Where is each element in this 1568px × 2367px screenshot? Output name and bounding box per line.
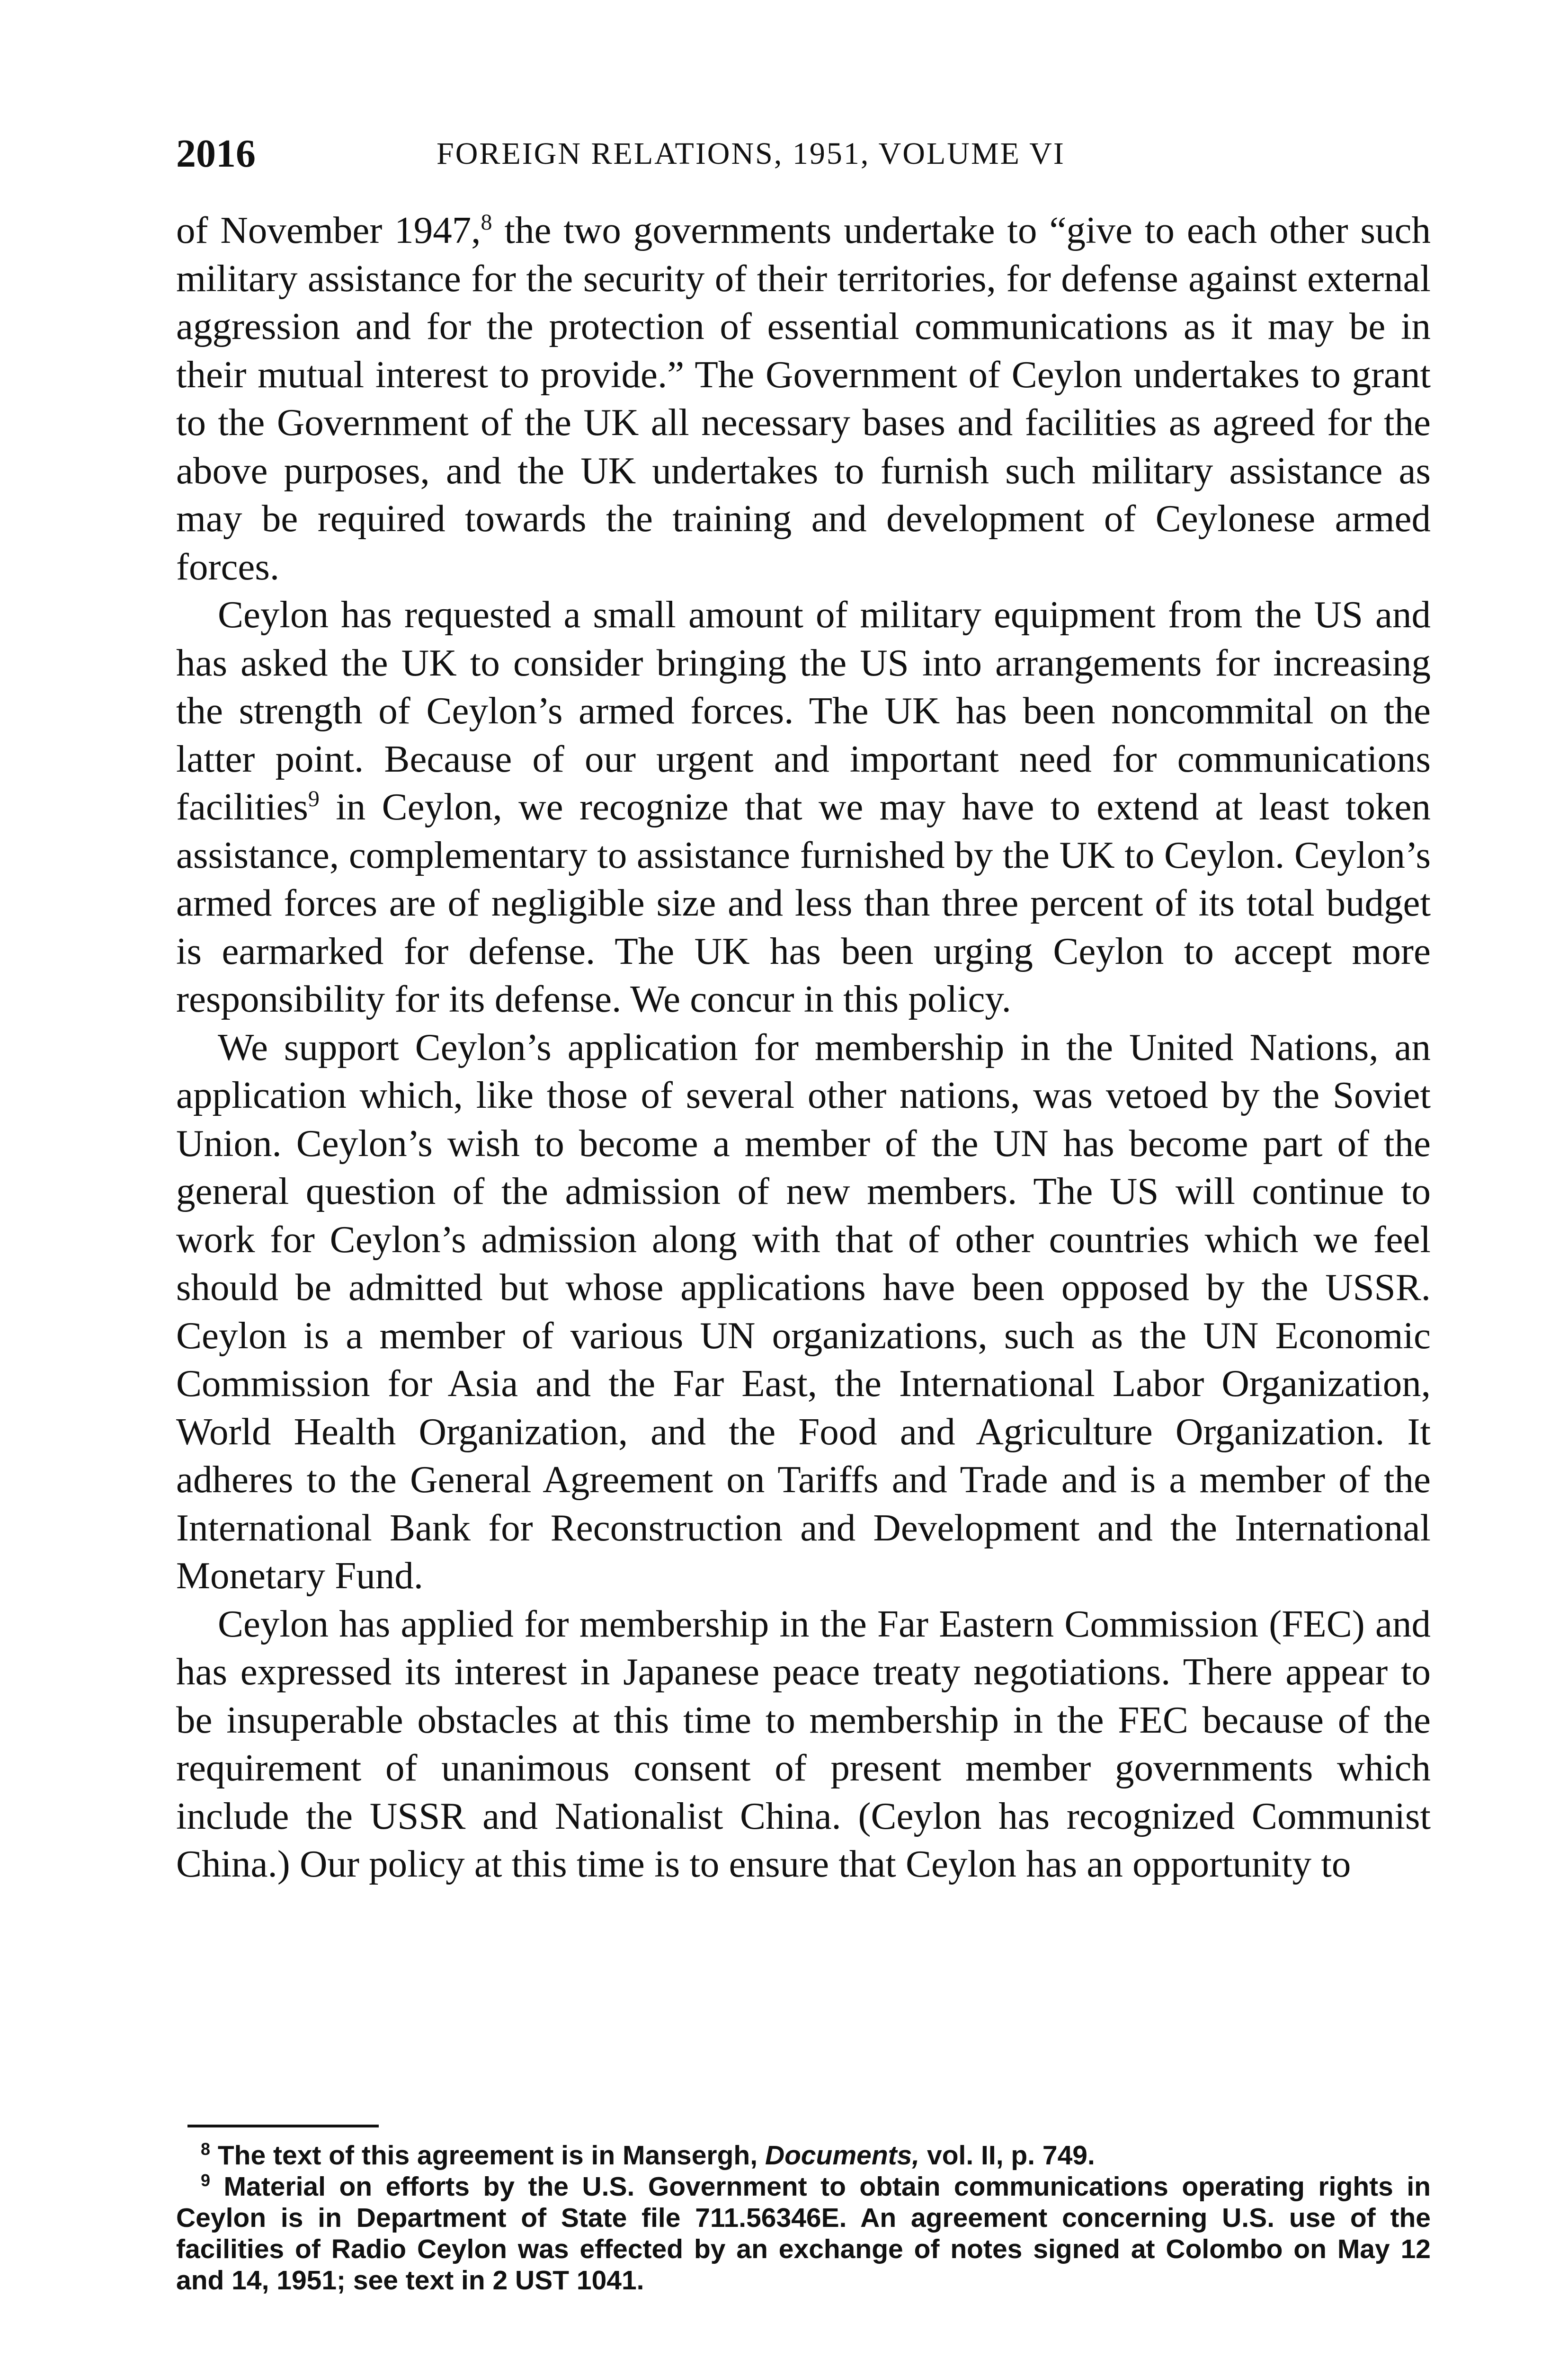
footnote-divider (187, 2125, 379, 2127)
footnote-8 (176, 2140, 1431, 2171)
paragraph-1-text-b: the two governments undertake to “give to each other such military assistance for the security of their territories, for defense against external aggression and for the protection of essential communications as it may be in their mutual interest to provide.” The Government of Ceylon undertakes to grant to the Government of the UK all necessary bases and facilities as agreed for the above purposes, and the UK undertakes to furnish such military assistance as may be required towards the training and development of Ceylonese armed forces. (176, 209, 1431, 588)
footnote-8-text-b: vol. II, p. 749. (919, 2140, 1095, 2171)
paragraph-1-text-a: of November 1947, (176, 209, 481, 251)
footnote-ref-9: 9 (308, 786, 320, 811)
footnote-8-number: 8 (201, 2139, 211, 2159)
footnote-9-number: 9 (201, 2171, 211, 2190)
page-header (176, 125, 1431, 182)
body-text (176, 206, 1431, 1888)
paragraph-2-text-a: Ceylon has requested a small amount of military equipment from the US and has asked the UK to consider bringing the US into arrangements for increasing the strength of Ceylon’s armed forces. The UK has been noncommital on the latter point. Because of our urgent and important need for communications facilities (176, 593, 1431, 828)
footnote-8-text-a: The text of this agreement is in Mansergh, (210, 2140, 765, 2171)
paragraph-3: We support Ceylon’s application for membership in the United Nations, an application which, like those of several other nations, was vetoed by the Soviet Union. Ceylon’s wish to become a member of the UN has become part of the general question of the admission of new members. The US will continue to work for Ceylon’s admission along with that of other countries which we feel should be admitted but whose applications have been opposed by the USSR. Ceylon is a member of various UN organizations, such as the UN Economic Commission for Asia and the Far East, the International Labor Organization, World Health Organization, and the Food and Agriculture Organization. It adheres to the General Agreement on Tariffs and Trade and is a member of the International Bank for Reconstruction and Development and the International Monetary Fund. (176, 1025, 1431, 1597)
footnote-8-title: Documents, (765, 2140, 920, 2171)
footnote-9 (176, 2171, 1431, 2296)
footnote-ref-8: 8 (481, 210, 492, 235)
paragraph-1 (176, 206, 1431, 591)
paragraph-2 (176, 591, 1431, 1023)
running-title: FOREIGN RELATIONS, 1951, VOLUME VI (437, 136, 1065, 171)
footnote-9-text: Material on efforts by the U.S. Government to obtain communications operating rights in Ceylon is in Department of State file 711.56346E. An agreement concerning U.S. use of the facilities of Radio Ceylon was effected by an exchange of notes signed at Colombo on May 12 and 14, 1951; see text in 2 UST 1041. (176, 2171, 1431, 2296)
paragraph-4: Ceylon has applied for membership in the Far Eastern Commission (FEC) and has expressed its interest in Japanese peace treaty negotiations. There appear to be insuperable obstacles at this time to membership in the FEC because of the requirement of unanimous consent of present member governments which include the USSR and Nationalist China. (Ceylon has recognized Communist China.) Our policy at this time is to ensure that Ceylon has an opportunity to (176, 1602, 1431, 1885)
page-number: 2016 (176, 132, 256, 176)
paragraph-2-text-b: in Ceylon, we recognize that we may have to extend at least token assistance, complementary to assistance furnished by the UK to Ceylon. Ceylon’s armed forces are of negligible size and less than three percent of its total budget is earmarked for defense. The UK has been urging Ceylon to accept more responsibility for its defense. We concur in this policy. (176, 785, 1431, 1020)
footnotes (176, 2140, 1431, 2296)
